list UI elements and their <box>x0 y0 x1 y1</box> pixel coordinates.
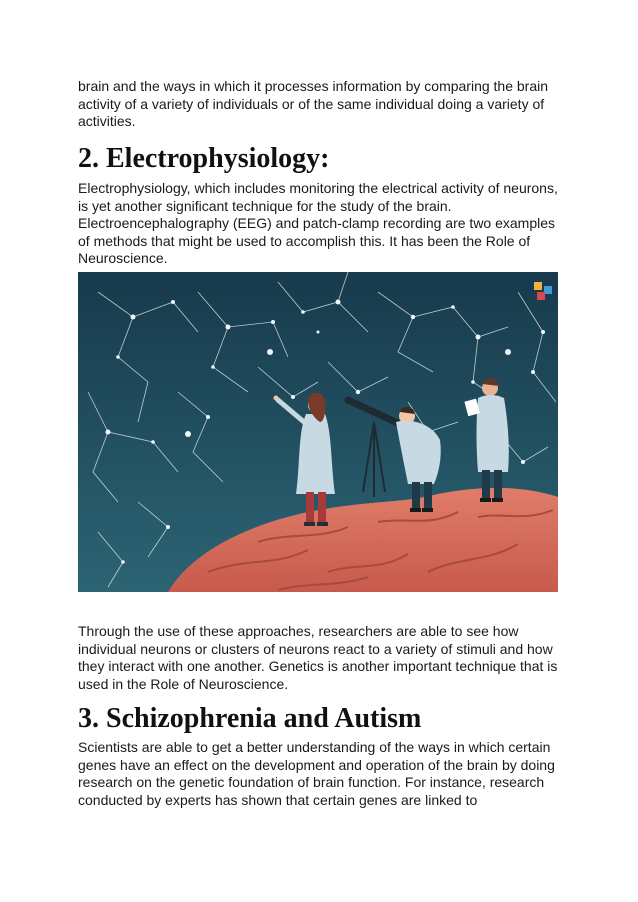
genetics-paragraph: Scientists are able to get a better understanding of the ways in which certain genes have an effect on the development and operation of the brain by doing research on the genetic foundation of brain function. For instance, research conducted by experts has shown that certain genes are linked to <box>78 739 555 808</box>
techniques-paragraph: Through the use of these approaches, researchers are able to see how individual neurons or clusters of neurons react to a variety of stimuli and how they interact with one another. Genetics is another important technique that is used in the Role of Neuroscience. <box>78 623 558 692</box>
section-heading-schizophrenia-autism: 3. Schizophrenia and Autism <box>78 703 422 734</box>
neuroscience-illustration <box>78 272 558 592</box>
electrophysiology-paragraph: Electrophysiology, which includes monitoring the electrical activity of neurons, is yet another significant technique for the study of the brain. Electroencephalography (EEG) and patch-clamp recording are two examples of methods that might be used to accomplish this. It has been the Role of Neuroscience. <box>78 180 558 267</box>
section-heading-electrophysiology: 2. Electrophysiology: <box>78 143 330 174</box>
intro-paragraph: brain and the ways in which it processes information by comparing the brain activity of a variety of individuals or of the same individual doing a variety of activities. <box>78 78 549 130</box>
